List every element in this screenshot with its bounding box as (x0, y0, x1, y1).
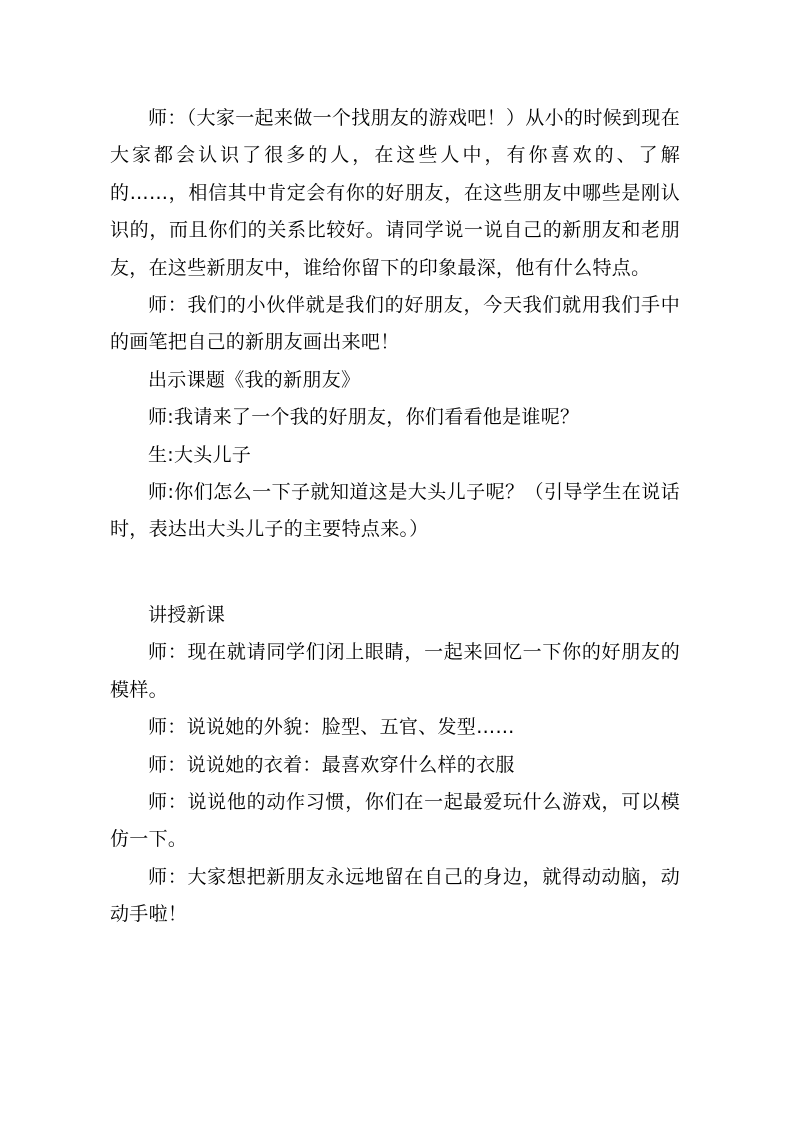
paragraph-teacher-guidance: 师:你们怎么一下子就知道这是大头儿子呢？（引导学生在说话时，表达出大头儿子的主要特点来。） (110, 481, 680, 541)
paragraph-hands-on: 师：大家想把新朋友永远地留在自己的身边，就得动动脑，动动手啦！ (110, 865, 680, 926)
document-body (110, 100, 680, 934)
paragraph-close-eyes: 师：现在就请同学们闭上眼睛，一起来回忆一下你的好朋友的模样。 (110, 641, 680, 701)
paragraph-habits: 师：说说他的动作习惯，你们在一起最爱玩什么游戏，可以模仿一下。 (110, 790, 680, 851)
paragraph-intro-game: 师：（大家一起来做一个找朋友的游戏吧！）从小的时候到现在大家都会认识了很多的人，在这些人中，有你喜欢的、了解的……，相信其中肯定会有你的好朋友，在这些朋友中哪些是刚认识的，而且你们的关系比较好。请同学说一说自己的新朋友和老朋友，在这些新朋友中，谁给你留下的印象最深，他有什么特点。 (110, 107, 680, 279)
paragraph-lesson-title: 出示课题《我的新朋友》 (148, 368, 361, 391)
paragraph-student-answer: 生:大头儿子 (148, 443, 252, 466)
paragraph-appearance: 师：说说她的外貌：脸型、五官、发型…… (148, 716, 515, 739)
paragraph-draw-friend: 师：我们的小伙伴就是我们的好朋友，今天我们就用我们手中的画笔把自己的新朋友画出来吧！ (110, 294, 680, 354)
paragraph-spacer (110, 549, 680, 597)
section-heading-new-lesson: 讲授新课 (148, 603, 226, 626)
paragraph-clothing: 师：说说她的衣着：最喜欢穿什么样的衣服 (148, 753, 515, 776)
paragraph-teacher-question: 师:我请来了一个我的好朋友，你们看看他是谁呢？ (148, 406, 580, 429)
